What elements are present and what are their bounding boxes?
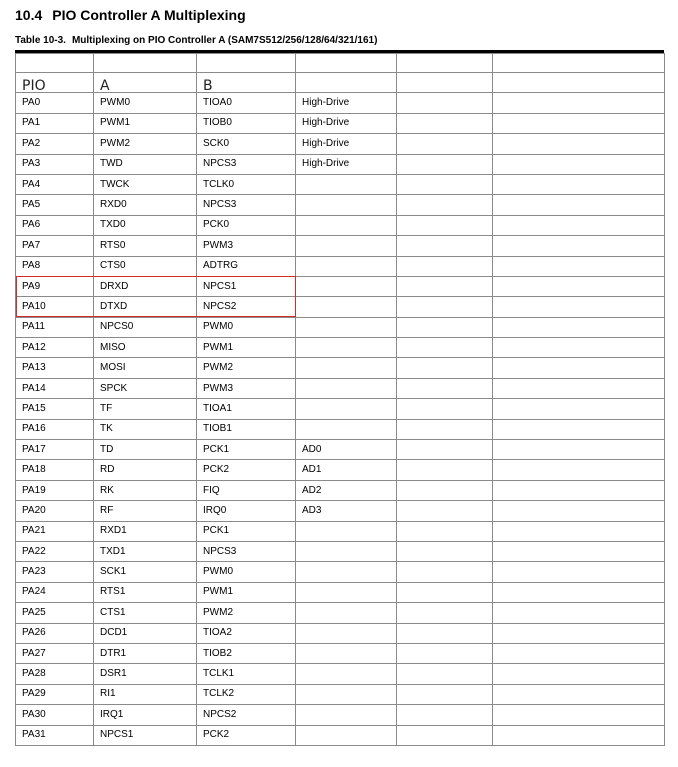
table-cell — [397, 460, 493, 480]
table-cell: NPCS3 — [197, 154, 296, 174]
table-cell — [397, 317, 493, 337]
table-cell — [296, 725, 397, 745]
table-cell: ADTRG — [197, 256, 296, 276]
table-cell — [493, 501, 665, 521]
pio-cell: PA4 — [16, 174, 94, 194]
table-cell: AD2 — [296, 480, 397, 500]
table-row — [16, 562, 665, 582]
table-cell: NPCS0 — [94, 317, 197, 337]
table-cell — [493, 113, 665, 133]
table-cell — [493, 623, 665, 643]
table-caption — [15, 34, 377, 48]
pio-cell: PA31 — [16, 725, 94, 745]
table-cell — [296, 541, 397, 561]
table-cell — [296, 174, 397, 194]
pio-cell: PA7 — [16, 236, 94, 256]
table-cell — [493, 603, 665, 623]
table-cell: PWM1 — [197, 338, 296, 358]
table-cell — [296, 378, 397, 398]
column-header: B — [197, 73, 296, 93]
table-cell — [493, 480, 665, 500]
table-cell: SCK1 — [94, 562, 197, 582]
table-cell: TIOA1 — [197, 399, 296, 419]
table-cell — [397, 297, 493, 317]
pio-cell: PA30 — [16, 705, 94, 725]
pio-cell: PA21 — [16, 521, 94, 541]
table-cell: RK — [94, 480, 197, 500]
table-cell — [397, 195, 493, 215]
table-row — [16, 154, 665, 174]
table-cell — [397, 154, 493, 174]
table-cell — [296, 705, 397, 725]
table-cell — [397, 603, 493, 623]
table-cell: High-Drive — [296, 134, 397, 154]
table-cell: TIOA2 — [197, 623, 296, 643]
table-cell — [296, 684, 397, 704]
table-cell — [397, 134, 493, 154]
table-cell — [296, 664, 397, 684]
table-cell — [493, 358, 665, 378]
section-number: 10.4 — [15, 7, 43, 23]
table-cell — [493, 134, 665, 154]
table-cell: PWM0 — [197, 562, 296, 582]
table-cell — [296, 317, 397, 337]
table-cell — [296, 358, 397, 378]
table-row — [16, 317, 665, 337]
table-row — [16, 236, 665, 256]
table-cell: PWM0 — [94, 93, 197, 113]
table-cell: TWD — [94, 154, 197, 174]
table-cell — [493, 460, 665, 480]
pio-cell: PA5 — [16, 195, 94, 215]
table-cell — [296, 338, 397, 358]
table-row — [16, 297, 665, 317]
pio-cell: PA12 — [16, 338, 94, 358]
table-row — [16, 113, 665, 133]
table-cell — [493, 684, 665, 704]
table-cell: PCK1 — [197, 440, 296, 460]
column-header — [296, 73, 397, 93]
pio-cell: PA15 — [16, 399, 94, 419]
table-cell — [397, 378, 493, 398]
pio-cell: PA9 — [16, 276, 94, 296]
table-cell: TCLK1 — [197, 664, 296, 684]
pio-cell: PA23 — [16, 562, 94, 582]
table-row — [16, 623, 665, 643]
pio-cell: PA24 — [16, 582, 94, 602]
spacer-cell — [94, 54, 197, 73]
pio-cell: PA6 — [16, 215, 94, 235]
table-row — [16, 643, 665, 663]
table-cell: NPCS1 — [94, 725, 197, 745]
pio-cell: PA1 — [16, 113, 94, 133]
table-cell: NPCS2 — [197, 297, 296, 317]
table-cell: DCD1 — [94, 623, 197, 643]
table-cell — [493, 725, 665, 745]
table-cell: RF — [94, 501, 197, 521]
table-cell: TIOA0 — [197, 93, 296, 113]
table-cell — [493, 154, 665, 174]
table-cell: TK — [94, 419, 197, 439]
table-cell — [493, 541, 665, 561]
table-cell: IRQ1 — [94, 705, 197, 725]
table-cell — [296, 643, 397, 663]
pio-cell: PA16 — [16, 419, 94, 439]
table-row — [16, 419, 665, 439]
table-cell — [397, 664, 493, 684]
spacer-cell — [397, 54, 493, 73]
table-caption-text: Multiplexing on PIO Controller A (SAM7S512/256/128/64/321/161) — [71, 35, 378, 46]
column-header — [397, 73, 493, 93]
table-cell — [397, 684, 493, 704]
spacer-cell — [197, 54, 296, 73]
table-row — [16, 480, 665, 500]
pio-cell: PA14 — [16, 378, 94, 398]
table-cell: TIOB1 — [197, 419, 296, 439]
table-cell: NPCS3 — [197, 541, 296, 561]
table-cell: DTR1 — [94, 643, 197, 663]
table-cell — [397, 562, 493, 582]
table-cell — [296, 256, 397, 276]
table-cell — [296, 399, 397, 419]
table-cell: DTXD — [94, 297, 197, 317]
table-cell: PCK2 — [197, 460, 296, 480]
pio-cell: PA17 — [16, 440, 94, 460]
table-cell — [397, 705, 493, 725]
table-cell: PWM2 — [197, 358, 296, 378]
table-cell — [493, 440, 665, 460]
table-cell — [397, 643, 493, 663]
table-cell — [296, 195, 397, 215]
table-cell — [397, 440, 493, 460]
table-cell: RTS0 — [94, 236, 197, 256]
pio-cell: PA27 — [16, 643, 94, 663]
table-row — [16, 725, 665, 745]
table-cell — [493, 664, 665, 684]
column-header: PIO — [16, 73, 94, 93]
table-cell — [296, 603, 397, 623]
table-cell: TIOB2 — [197, 643, 296, 663]
table-cell: AD3 — [296, 501, 397, 521]
table-cell: TD — [94, 440, 197, 460]
table-cell: PWM2 — [94, 134, 197, 154]
table-row — [16, 195, 665, 215]
table-cell: PWM3 — [197, 236, 296, 256]
table-cell: PWM1 — [94, 113, 197, 133]
table-cell — [493, 215, 665, 235]
table-cell: PCK1 — [197, 521, 296, 541]
table-cell — [493, 643, 665, 663]
table-cell: AD1 — [296, 460, 397, 480]
table-cell — [493, 195, 665, 215]
pio-cell: PA20 — [16, 501, 94, 521]
table-cell: TXD0 — [94, 215, 197, 235]
table-row — [16, 664, 665, 684]
table-cell: NPCS2 — [197, 705, 296, 725]
table-cell: TF — [94, 399, 197, 419]
table-cell — [397, 174, 493, 194]
spacer-cell — [493, 54, 665, 73]
table-row — [16, 93, 665, 113]
section-heading — [15, 5, 246, 25]
table-cell — [397, 276, 493, 296]
table-cell — [397, 215, 493, 235]
table-cell — [493, 582, 665, 602]
table-cell — [397, 521, 493, 541]
table-cell: RI1 — [94, 684, 197, 704]
table-row — [16, 174, 665, 194]
table-cell — [296, 562, 397, 582]
table-cell: High-Drive — [296, 154, 397, 174]
pio-cell: PA0 — [16, 93, 94, 113]
pio-cell: PA26 — [16, 623, 94, 643]
table-cell: NPCS3 — [197, 195, 296, 215]
table-row — [16, 215, 665, 235]
table-header-row — [16, 73, 665, 93]
table-cell: TCLK2 — [197, 684, 296, 704]
table-cell: PWM3 — [197, 378, 296, 398]
table-row — [16, 276, 665, 296]
table-cell — [397, 338, 493, 358]
table-caption-label: Table 10-3. — [15, 35, 66, 46]
table-cell — [493, 236, 665, 256]
table-cell — [397, 480, 493, 500]
table-cell: RTS1 — [94, 582, 197, 602]
pio-cell: PA25 — [16, 603, 94, 623]
table-cell — [493, 419, 665, 439]
multiplexing-table — [15, 53, 665, 746]
table-row — [16, 603, 665, 623]
pio-cell: PA11 — [16, 317, 94, 337]
table-cell: TCLK0 — [197, 174, 296, 194]
table-cell: PCK2 — [197, 725, 296, 745]
table-row — [16, 521, 665, 541]
column-header — [493, 73, 665, 93]
table-row — [16, 358, 665, 378]
table-row — [16, 705, 665, 725]
table-row — [16, 256, 665, 276]
table-cell: MISO — [94, 338, 197, 358]
table-cell — [397, 236, 493, 256]
section-title: PIO Controller A Multiplexing — [52, 7, 246, 23]
pio-cell: PA22 — [16, 541, 94, 561]
table-cell — [397, 623, 493, 643]
table-row — [16, 399, 665, 419]
table-cell — [296, 419, 397, 439]
pio-cell: PA3 — [16, 154, 94, 174]
table-row — [16, 378, 665, 398]
table-cell — [493, 378, 665, 398]
table-cell: PCK0 — [197, 215, 296, 235]
table-cell — [493, 399, 665, 419]
table-row — [16, 440, 665, 460]
table-cell: MOSI — [94, 358, 197, 378]
table-row — [16, 684, 665, 704]
table-cell: CTS1 — [94, 603, 197, 623]
table-cell — [397, 582, 493, 602]
table-cell — [397, 541, 493, 561]
pio-cell: PA29 — [16, 684, 94, 704]
pio-cell: PA2 — [16, 134, 94, 154]
pio-cell: PA19 — [16, 480, 94, 500]
table-cell: NPCS1 — [197, 276, 296, 296]
table-spacer-row — [16, 54, 665, 73]
table-cell: TWCK — [94, 174, 197, 194]
table-cell: FIQ — [197, 480, 296, 500]
table-cell — [493, 297, 665, 317]
table-cell — [296, 236, 397, 256]
table-cell — [397, 725, 493, 745]
table-cell — [493, 93, 665, 113]
table-cell — [296, 582, 397, 602]
table-cell: DRXD — [94, 276, 197, 296]
pio-cell: PA8 — [16, 256, 94, 276]
table-cell — [296, 521, 397, 541]
table-cell — [397, 93, 493, 113]
table-row — [16, 501, 665, 521]
table-cell — [493, 276, 665, 296]
table-cell: IRQ0 — [197, 501, 296, 521]
pio-cell: PA18 — [16, 460, 94, 480]
table-row — [16, 134, 665, 154]
table-cell — [296, 276, 397, 296]
table-cell: PWM0 — [197, 317, 296, 337]
table-cell — [296, 215, 397, 235]
table-cell: RXD1 — [94, 521, 197, 541]
table-cell — [493, 562, 665, 582]
table-cell: SPCK — [94, 378, 197, 398]
table-cell — [397, 419, 493, 439]
table-cell: DSR1 — [94, 664, 197, 684]
table-cell: High-Drive — [296, 113, 397, 133]
table-cell — [397, 113, 493, 133]
table-cell — [493, 705, 665, 725]
table-cell: RXD0 — [94, 195, 197, 215]
table-cell — [397, 399, 493, 419]
table-cell — [493, 174, 665, 194]
table-cell — [397, 501, 493, 521]
table-row — [16, 338, 665, 358]
table-row — [16, 541, 665, 561]
table-cell — [493, 338, 665, 358]
spacer-cell — [296, 54, 397, 73]
table-cell: High-Drive — [296, 93, 397, 113]
table-row — [16, 460, 665, 480]
table-cell — [397, 256, 493, 276]
table-row — [16, 582, 665, 602]
table-cell: AD0 — [296, 440, 397, 460]
table-cell — [397, 358, 493, 378]
table-cell — [493, 317, 665, 337]
pio-cell: PA10 — [16, 297, 94, 317]
table-cell — [296, 297, 397, 317]
pio-cell: PA28 — [16, 664, 94, 684]
table-cell — [296, 623, 397, 643]
table-cell — [493, 521, 665, 541]
table-cell: CTS0 — [94, 256, 197, 276]
table-cell: RD — [94, 460, 197, 480]
table-cell: PWM2 — [197, 603, 296, 623]
table-cell: PWM1 — [197, 582, 296, 602]
pio-cell: PA13 — [16, 358, 94, 378]
spacer-cell — [16, 54, 94, 73]
column-header: A — [94, 73, 197, 93]
table-cell: TXD1 — [94, 541, 197, 561]
table-cell: TIOB0 — [197, 113, 296, 133]
table-cell: SCK0 — [197, 134, 296, 154]
table-cell — [493, 256, 665, 276]
